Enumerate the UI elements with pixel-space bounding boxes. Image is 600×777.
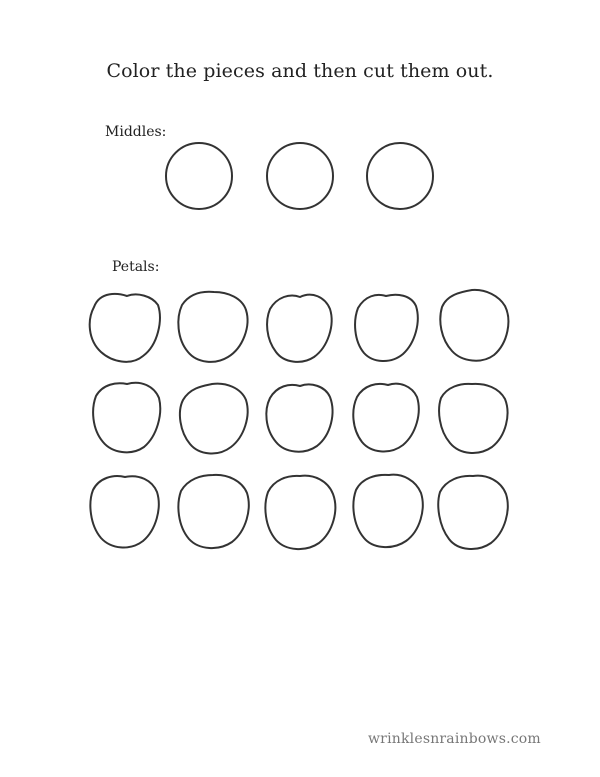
petal-shape bbox=[438, 476, 507, 549]
middle-circle bbox=[166, 143, 232, 209]
petal-shape bbox=[440, 290, 508, 361]
instruction-title: Color the pieces and then cut them out. bbox=[106, 60, 494, 82]
petal-shape bbox=[178, 475, 248, 548]
petal-shape bbox=[93, 383, 160, 453]
petal-shape bbox=[178, 292, 247, 362]
petal-shape bbox=[180, 384, 248, 454]
middles-label: Middles: bbox=[105, 124, 167, 140]
petals-group bbox=[90, 290, 509, 549]
petal-shape bbox=[267, 295, 332, 362]
petal-shape bbox=[353, 475, 422, 547]
petal-shape bbox=[265, 476, 335, 549]
petals-label: Petals: bbox=[112, 259, 160, 275]
petal-shape bbox=[266, 384, 332, 451]
middle-circle bbox=[367, 143, 433, 209]
petal-shape bbox=[90, 476, 158, 547]
petal-shape bbox=[90, 294, 160, 362]
petal-shape bbox=[355, 295, 418, 361]
petal-shape bbox=[353, 384, 418, 452]
middle-circle bbox=[267, 143, 333, 209]
middles-group bbox=[166, 143, 433, 209]
footer-website: wrinklesnrainbows.com bbox=[368, 731, 541, 747]
petal-shape bbox=[439, 384, 507, 453]
